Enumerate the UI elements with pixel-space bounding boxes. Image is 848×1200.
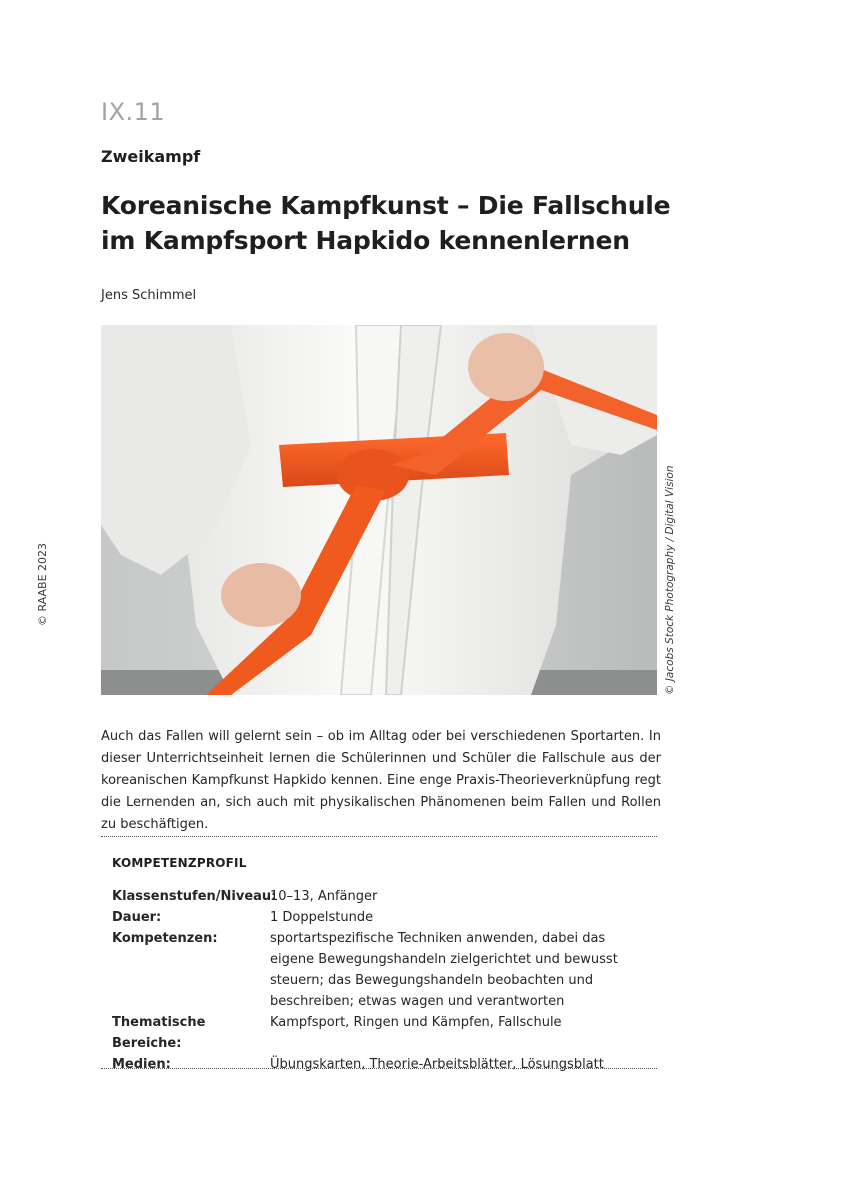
profile-value: Übungskarten, Theorie-Arbeitsblätter, Lösungsblatt [270,1057,604,1072]
profile-value: Kampfsport, Ringen und Kämpfen, Fallschule [270,1015,562,1030]
page-number: IX.11 [101,98,166,126]
photo-credit: © Jacobs Stock Photography / Digital Vision [664,465,676,695]
divider-top [101,836,657,837]
profile-heading: KOMPETENZPROFIL [112,856,247,870]
profile-value: 1 Doppelstunde [270,910,374,925]
author: Jens Schimmel [101,288,197,303]
hero-photo [101,325,657,695]
profile-label: Thematische Bereiche: [112,1015,206,1051]
intro-paragraph: Auch das Fallen will gelernt sein – ob im Alltag oder bei verschiedenen Sportarten. In dieser Unterrichtseinheit lernen die Schülerinnen und Schüler die Fallschule aus der koreanischen Kampfkunst Hapkido kennen. Eine enge Praxis-Theorieverknüpfung regt die Lernenden an, sich auch mit physikalischen Phänomenen beim Fallen und Rollen zu beschäftigen. [101,729,661,832]
divider-bottom [101,1068,657,1069]
profile-label: Kompetenzen: [112,931,218,946]
profile-row-competences [112,928,657,1012]
profile-label: Dauer: [112,910,162,925]
side-copyright: © RAABE 2023 [36,542,49,626]
profile-row-topics [112,1012,657,1054]
profile-value: sportartspezifische Techniken anwenden, dabei das eigene Bewegungshandeln zielgerichtet und bewusst steuern; das Bewegungshandeln beobachten und beschreiben; etwas wagen und verantworten [270,931,618,1009]
profile-row-level [112,886,657,907]
competence-profile [112,886,657,1075]
page-title: Koreanische Kampfkunst – Die Fallschule im Kampfsport Hapkido kennenlernen [101,191,671,255]
profile-label: Medien: [112,1057,171,1072]
category-label: Zweikampf [101,147,201,166]
profile-value: 10–13, Anfänger [270,889,378,904]
profile-row-duration [112,907,657,928]
profile-label: Klassenstufen/Niveau: [112,889,277,904]
profile-row-media [112,1054,657,1075]
